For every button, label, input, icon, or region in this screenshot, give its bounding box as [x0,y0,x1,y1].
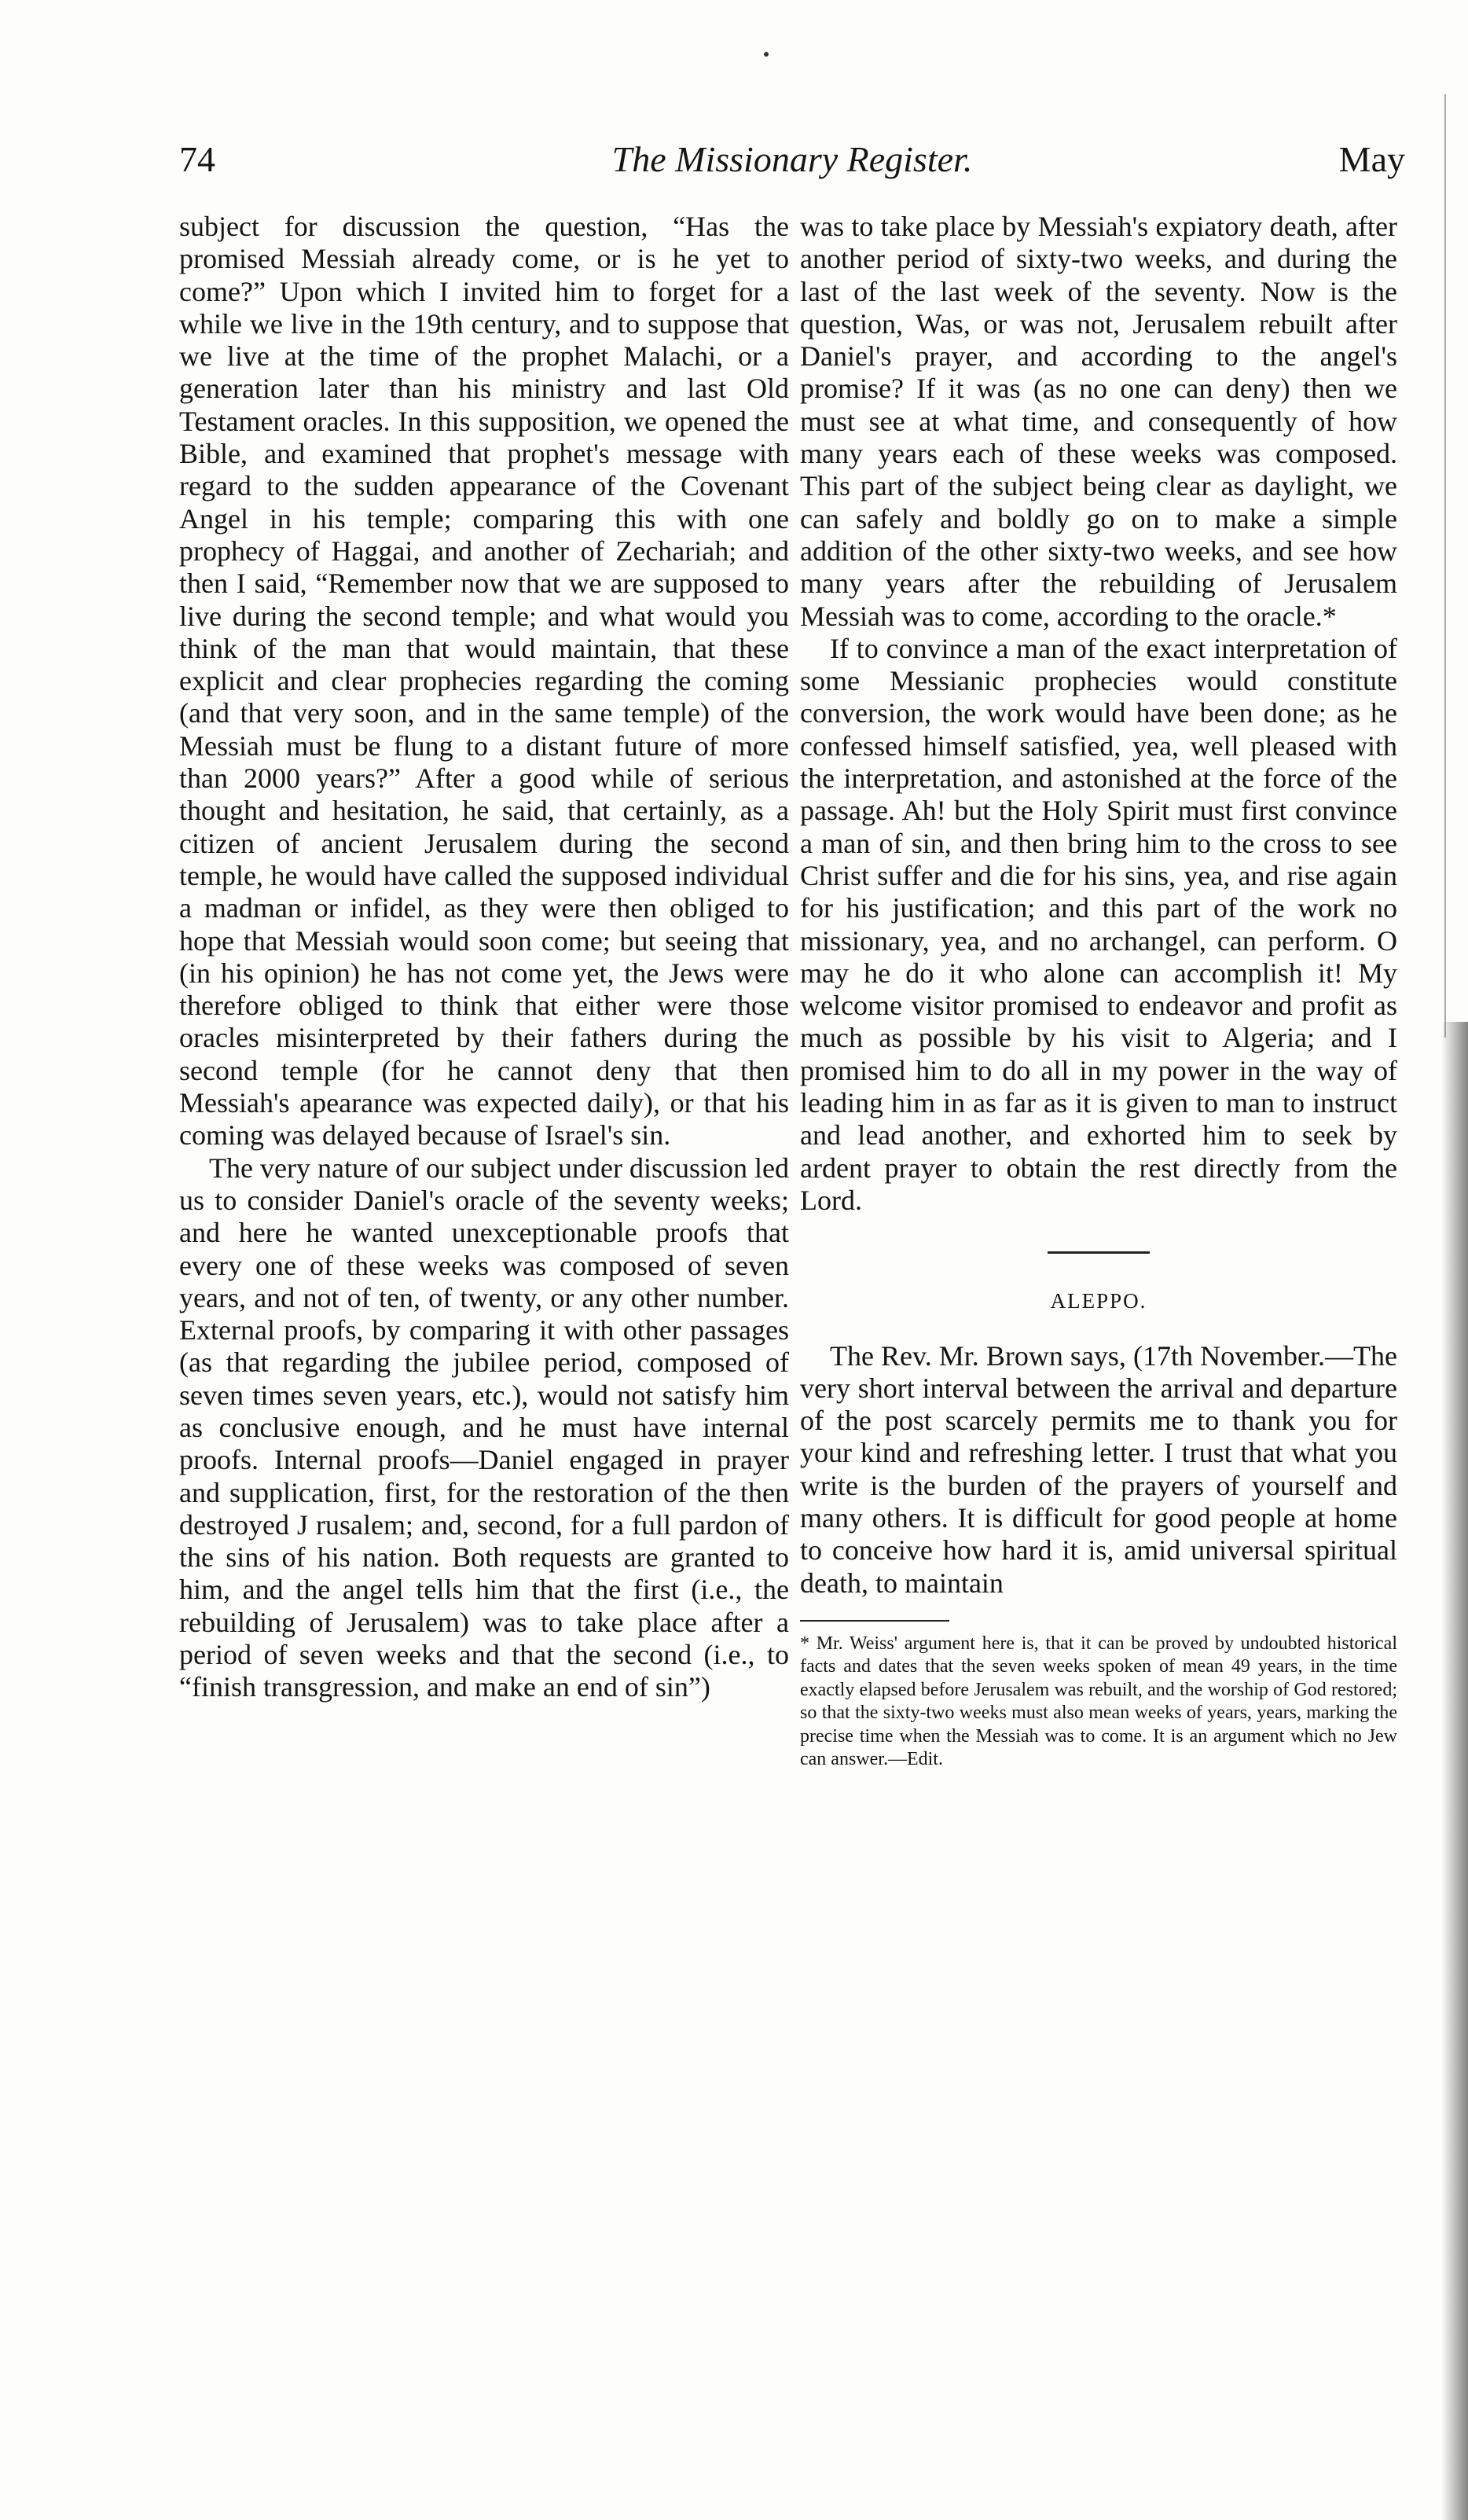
page-number: 74 [179,139,215,179]
page-edge-line [1444,94,1446,1038]
header-month: May [1338,139,1405,179]
section-divider [1048,1251,1150,1254]
right-column [800,211,1397,1772]
footnote-divider [800,1620,949,1622]
ink-speck [764,52,769,57]
left-paragraph-1: subject for discussion the question, “Has the promised Messiah already come, or is he yet to come?” Upon which I invited him to forget for a while we live in the 19th century, and to suppose that we live at the time of the prophet Malachi, or a generation later than his ministry and last Old Testament oracles. In this supposition, we opened the Bible, and examined that prophet's message with regard to the sudden appearance of the Covenant Angel in his temple; comparing this with one prophecy of Haggai, and another of Zechariah; and then I said, “Remember now that we are supposed to live during the second temple; and what would you think of the man that would maintain, that these explicit and clear prophecies regarding the coming (and that very soon, and in the same temple) of the Messiah must be flung to a distant future of more than 2000 years?” After a good while of serious thought and hesitation, he said, that certainly, as a citizen of ancient Jerusalem during the second temple, he would have called the supposed individual a madman or infidel, as they were then obliged to hope that Messiah would soon come; but seeing that (in his opinion) he has not come yet, the Jews were therefore obliged to think that either were those oracles misinterpreted by their fathers during the second temple (for he cannot deny that then Messiah's apearance was expected daily), or that his coming was delayed because of Israel's sin. [179,211,789,1152]
right-paragraph-3: The Rev. Mr. Brown says, (17th November.—The very short interval between the arrival and departure of the post scarcely permits me to thank you for your kind and refreshing letter. I trust that what you write is the burden of the prayers of yourself and many others. It is difficult for good people at home to conceive how hard it is, amid universal spiritual death, to maintain [800,1339,1397,1599]
page-header [179,134,1405,197]
left-column [179,211,789,1704]
running-title: The Missionary Register. [611,139,973,179]
page-edge-shadow [1441,1022,1468,2520]
right-paragraph-2: If to convince a man of the exact interpretation of some Messianic prophecies would constitute conversion, the work would have been done; as he confessed himself satisfied, yea, well pleased with the interpretation, and astonished at the force of the passage. Ah! but the Holy Spirit must first convince a man of sin, and then bring him to the cross to see Christ suffer and die for his sins, yea, and rise again for his justification; and this part of the work no missionary, yea, and no archangel, can perform. O may he do it who alone can accomplish it! My welcome visitor promised to endeavor and profit as much as possible by his visit to Algeria; and I promised him to do all in my power in the way of leading him in as far as it is given to man to instruct and lead another, and exhorted him to seek by ardent prayer to obtain the rest directly from the Lord. [800,632,1397,1216]
footnote: * Mr. Weiss' argument here is, that it can be proved by undoubted historical facts and dates that the seven weeks spoken of mean 49 years, in the time exactly elapsed before Jerusalem was rebuilt, and the worship of God restored; so that the sixty-two weeks must also mean weeks of years, years, marking the precise time when the Messiah was to come. It is an argument which no Jew can answer.—Edit. [800,1633,1397,1770]
right-paragraph-1: was to take place by Messiah's expiatory death, after another period of sixty-two weeks, and during the last of the last week of the seventy. Now is the question, Was, or was not, Jerusalem rebuilt after Daniel's prayer, and according to the angel's promise? If it was (as no one can deny) then we must see at what time, and consequently of how many years each of these weeks was composed. This part of the subject being clear as daylight, we can safely and boldly go on to make a simple addition of the other sixty-two weeks, and see how many years after the rebuilding of Jerusalem Messiah was to come, according to the oracle.* [800,211,1397,632]
section-heading: ALEPPO. [1050,1289,1147,1313]
left-paragraph-2: The very nature of our subject under discussion led us to consider Daniel's oracle of the seventy weeks; and here he wanted unexceptionable proofs that every one of these weeks was composed of seven years, and not of ten, of twenty, or any other number. External proofs, by comparing it with other passages (as that regarding the jubilee period, composed of seven times seven years, etc.), would not satisfy him as conclusive enough, and he must have internal proofs. Internal proofs—Daniel engaged in prayer and supplication, first, for the restoration of the then destroyed J rusalem; and, second, for a full pardon of the sins of his nation. Both requests are granted to him, and the angel tells him that the first (i.e., the rebuilding of Jerusalem) was to take place after a period of seven weeks and that the second (i.e., to “finish transgression, and make an end of sin”) [179,1152,789,1703]
